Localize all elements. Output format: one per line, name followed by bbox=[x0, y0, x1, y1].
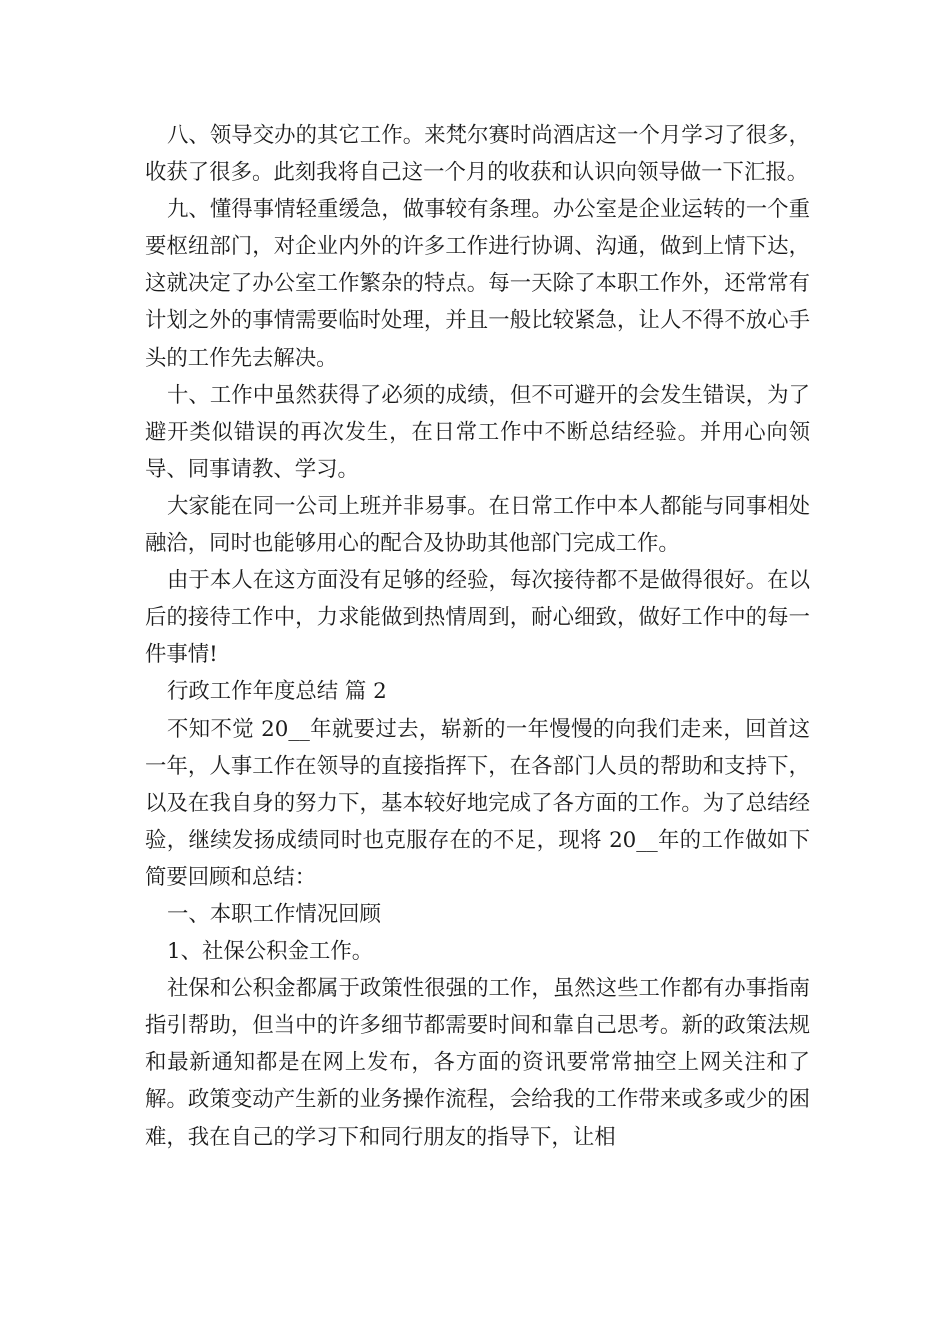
subheading-review: 一、本职工作情况回顾 bbox=[167, 901, 381, 927]
paragraph-item-8: 八、领导交办的其它工作。来梵尔赛时尚酒店这一个月学习了很多，收获了很多。此刻我将自己这一个月的收获和认识向领导做一下汇报。 bbox=[145, 123, 810, 186]
document-body bbox=[145, 117, 810, 1156]
paragraph-social-security: 社保和公积金都属于政策性很强的工作，虽然这些工作都有办事指南指引帮助，但当中的许多细节都需要时间和靠自己思考。新的政策法规和最新通知都是在网上发布，各方面的资讯要常常抽空上网关注和了解。政策变动产生新的业务操作流程，会给我的工作带来或多或少的困难，我在自己的学习下和同行朋友的指导下，让相 bbox=[145, 976, 810, 1150]
paragraph-colleagues: 大家能在同一公司上班并非易事。在日常工作中本人都能与同事相处融洽，同时也能够用心的配合及协助其他部门完成工作。 bbox=[145, 493, 810, 557]
paragraph-reception: 由于本人在这方面没有足够的经验，每次接待都不是做得很好。在以后的接待工作中，力求能做到热情周到，耐心细致，做好工作中的每一件事情! bbox=[145, 568, 810, 668]
subheading-social-security: 1、社保公积金工作。 bbox=[167, 939, 374, 965]
paragraph-intro: 不知不觉 20__年就要过去，崭新的一年慢慢的向我们走来，回首这一年，人事工作在领导的直接指挥下，在各部门人员的帮助和支持下，以及在我自身的努力下，基本较好地完成了各方面的工作。为了总结经验，继续发扬成绩同时也克服存在的不足，现将 20__年的工作做如下简要回顾和总结： bbox=[145, 716, 810, 890]
paragraph-item-9: 九、懂得事情轻重缓急，做事较有条理。办公室是企业运转的一个重要枢纽部门，对企业内外的许多工作进行协调、沟通，做到上情下达，这就决定了办公室工作繁杂的特点。每一天除了本职工作外，还常常有计划之外的事情需要临时处理，并且一般比较紧急，让人不得不放心手头的工作先去解决。 bbox=[145, 197, 810, 371]
section-heading: 行政工作年度总结 篇 2 bbox=[167, 679, 387, 705]
paragraph-item-10: 十、工作中虽然获得了必须的成绩，但不可避开的会发生错误，为了避开类似错误的再次发生，在日常工作中不断总结经验。并用心向领导、同事请教、学习。 bbox=[145, 382, 810, 482]
